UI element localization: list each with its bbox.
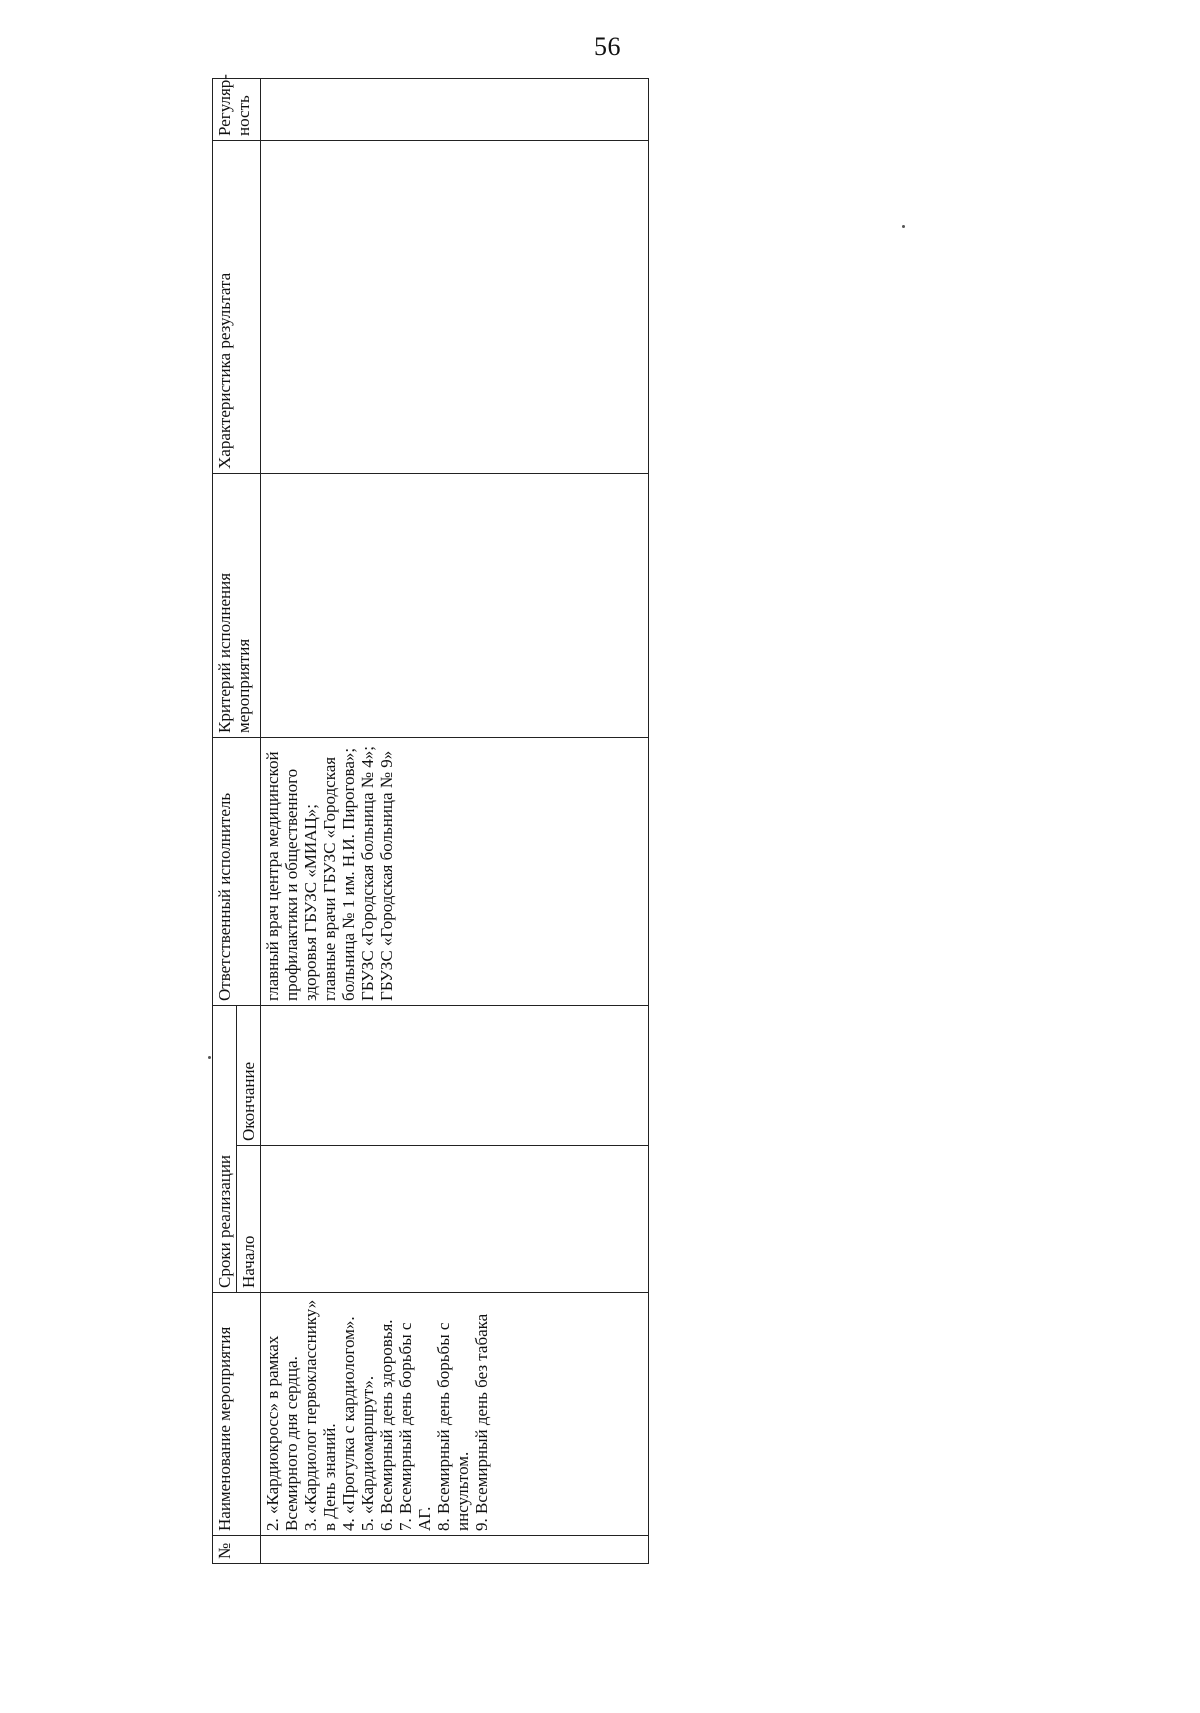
header-responsible: Ответственный исполнитель [213,738,261,1006]
cell-regularity [261,79,649,141]
header-no: № [213,1536,261,1564]
scan-speck [902,225,905,228]
cell-result [261,141,649,474]
rotated-table-wrapper [212,74,649,1564]
header-end: Окончание [237,1006,261,1146]
scan-speck [208,1056,211,1059]
cell-responsible: главный врач центра медицинской профилактики и общественного здоровья ГБУЗС «МИАЦ»; главные врачи ГБУЗС «Городская больница № 1 им. Н.И. Пирогова»; ГБУЗС «Городская больница № 4»; ГБУЗС «Городская больница № 9» [261,738,649,1006]
table-row [261,79,649,1564]
header-name: Наименование мероприятия [213,1293,261,1536]
header-regularity: Регуляр-ность [213,79,261,141]
events-table [212,74,649,1564]
page-number: 56 [594,32,621,61]
cell-start [261,1146,649,1293]
cell-end [261,1006,649,1146]
cell-no [261,1536,649,1564]
cell-criterion [261,474,649,738]
cell-name: 2. «Кардиокросс» в рамках Всемирного дня сердца. 3. «Кардиолог первокласснику» в День знаний. 4. «Прогулка с кардиологом». 5. «Кардиомаршрут». 6. Всемирный день здоровья. 7. Всемирный день борьбы с АГ. 8. Всемирный день борьбы с инсультом. 9. Всемирный день без табака [261,1293,649,1536]
header-terms: Сроки реализации [213,1006,237,1293]
header-criterion: Критерий исполнения мероприятия [213,474,261,738]
header-result: Характеристика результата [213,141,261,474]
header-start: Начало [237,1146,261,1293]
header-row [213,79,237,1564]
